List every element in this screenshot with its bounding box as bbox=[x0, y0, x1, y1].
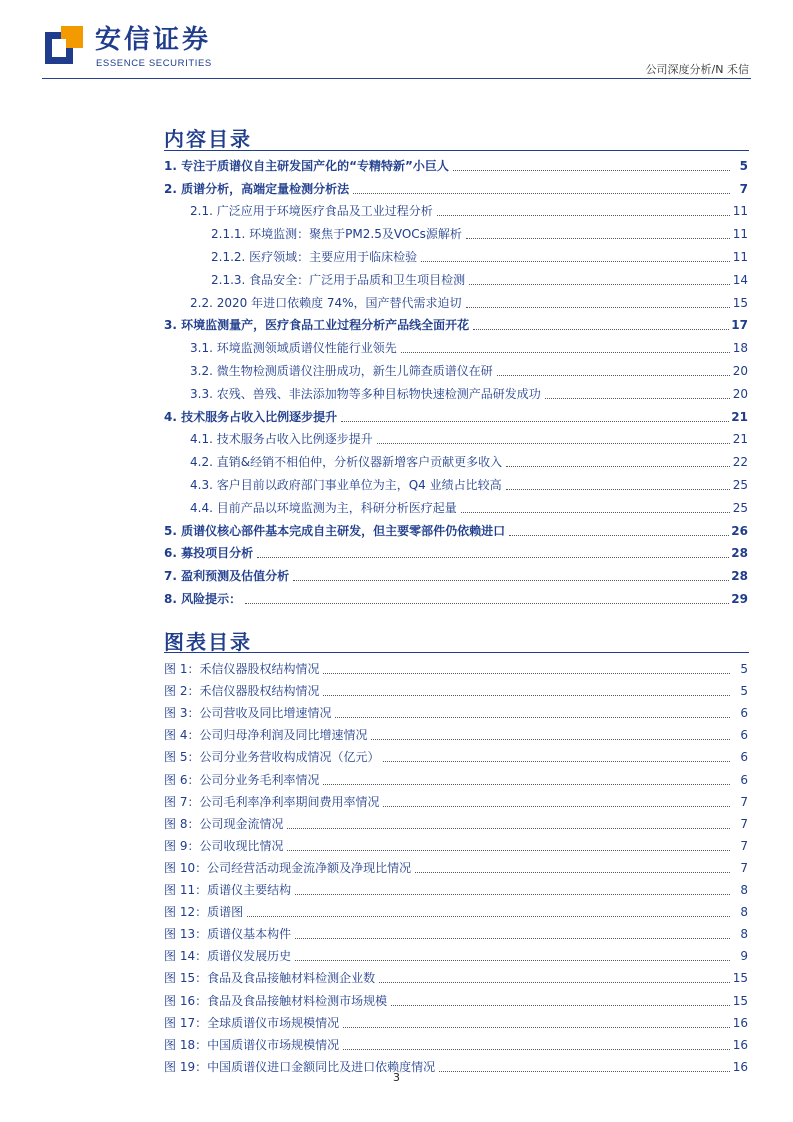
toc-entry-page: 21 bbox=[731, 409, 748, 424]
toc-entry-label: 2.1.2. 医疗领域：主要应用于临床检验 bbox=[211, 249, 418, 264]
toc-entry[interactable] bbox=[164, 584, 748, 607]
toc-entry-label: 3.1. 环境监测领域质谱仪性能行业领先 bbox=[190, 341, 397, 356]
toc-entry[interactable] bbox=[164, 333, 748, 356]
figure-entry-page: 9 bbox=[740, 949, 748, 964]
figure-entry[interactable] bbox=[164, 898, 748, 920]
figure-entry-page: 6 bbox=[740, 750, 748, 765]
figure-entry-page: 16 bbox=[732, 1059, 748, 1074]
leader-dots bbox=[509, 535, 729, 536]
toc-entry-label: 4.4. 目前产品以环境监测为主，科研分析医疗起量 bbox=[190, 500, 457, 515]
figure-list-title: 图表目录 bbox=[164, 630, 252, 654]
toc-entry-label: 1. 专注于质谱仪自主研发国产化的“专精特新”小巨人 bbox=[164, 158, 449, 173]
figure-entry-label: 图 18：中国质谱仪市场规模情况 bbox=[164, 1037, 340, 1052]
toc-entry-page: 11 bbox=[732, 227, 748, 242]
toc-entry[interactable] bbox=[164, 311, 748, 334]
figure-entry[interactable] bbox=[164, 765, 748, 787]
figure-entry[interactable] bbox=[164, 986, 748, 1008]
leader-dots bbox=[323, 695, 730, 696]
toc-entry[interactable] bbox=[164, 493, 748, 516]
toc-entry-label: 2. 质谱分析，高端定量检测分析法 bbox=[164, 181, 350, 196]
leader-dots bbox=[287, 850, 730, 851]
figure-entry-label: 图 17：全球质谱仪市场规模情况 bbox=[164, 1015, 340, 1030]
toc-entry-label: 2.2. 2020 年进口依赖度 74%，国产替代需求迫切 bbox=[190, 295, 462, 310]
figure-entry[interactable] bbox=[164, 942, 748, 964]
toc-entry[interactable] bbox=[164, 356, 748, 379]
leader-dots bbox=[245, 603, 729, 604]
figure-entry-label: 图 13：质谱仪基本构件 bbox=[164, 927, 292, 942]
figure-entry[interactable] bbox=[164, 721, 748, 743]
toc-entry-label: 4.1. 技术服务占收入比例逐步提升 bbox=[190, 432, 373, 447]
toc-entry-page: 14 bbox=[732, 272, 748, 287]
toc-entry[interactable] bbox=[164, 447, 748, 470]
toc-entry-label: 8. 风险提示： bbox=[164, 591, 242, 606]
brand-name-en: ESSENCE SECURITIES bbox=[96, 58, 212, 69]
toc-entry-page: 25 bbox=[732, 477, 748, 492]
figure-entry-label: 图 15：食品及食品接触材料检测企业数 bbox=[164, 971, 376, 986]
toc-entry[interactable] bbox=[164, 265, 748, 288]
toc-entry[interactable] bbox=[164, 561, 748, 584]
toc-entry-page: 29 bbox=[731, 591, 748, 606]
toc-entry-label: 3.2. 微生物检测质谱仪注册成功，新生儿筛查质谱仪在研 bbox=[190, 363, 493, 378]
leader-dots bbox=[343, 1027, 730, 1028]
toc-entry-label: 7. 盈利预测及估值分析 bbox=[164, 569, 290, 584]
toc-entry-page: 28 bbox=[731, 569, 748, 584]
figure-title-rule bbox=[164, 652, 749, 653]
figure-entry-label: 图 9：公司收现比情况 bbox=[164, 838, 284, 853]
figure-entry-label: 图 3：公司营收及同比增速情况 bbox=[164, 706, 332, 721]
figure-entry-label: 图 19：中国质谱仪进口金额同比及进口依赖度情况 bbox=[164, 1059, 436, 1074]
figure-entry[interactable] bbox=[164, 677, 748, 699]
figure-entry-label: 图 1：禾信仪器股权结构情况 bbox=[164, 662, 320, 677]
toc-entry[interactable] bbox=[164, 379, 748, 402]
toc-entry-page: 17 bbox=[731, 318, 748, 333]
figure-entry[interactable] bbox=[164, 876, 748, 898]
toc-entry[interactable] bbox=[164, 174, 748, 197]
leader-dots bbox=[371, 739, 730, 740]
document-type-tag: 公司深度分析/N 禾信 bbox=[645, 63, 749, 76]
leader-dots bbox=[453, 170, 730, 171]
essence-logo-icon bbox=[43, 24, 85, 66]
leader-dots bbox=[545, 398, 730, 399]
page-number: 3 bbox=[393, 1071, 400, 1084]
figure-entry-page: 5 bbox=[740, 662, 748, 677]
toc-entry-page: 22 bbox=[732, 455, 748, 470]
brand-name-cn: 安信证券 bbox=[95, 25, 212, 55]
figure-entry-page: 16 bbox=[732, 1037, 748, 1052]
toc-entry[interactable] bbox=[164, 197, 748, 220]
toc-entry[interactable] bbox=[164, 516, 748, 539]
leader-dots bbox=[287, 828, 730, 829]
leader-dots bbox=[506, 466, 730, 467]
leader-dots bbox=[383, 761, 730, 762]
leader-dots bbox=[473, 329, 729, 330]
figure-entry-page: 7 bbox=[740, 838, 748, 853]
toc-entry-page: 11 bbox=[732, 249, 748, 264]
page-header bbox=[0, 0, 793, 80]
toc-entry[interactable] bbox=[164, 242, 748, 265]
toc-entry-label: 2.1. 广泛应用于环境医疗食品及工业过程分析 bbox=[190, 204, 433, 219]
leader-dots bbox=[415, 872, 730, 873]
figure-entry-label: 图 10：公司经营活动现金流净额及净现比情况 bbox=[164, 860, 412, 875]
figure-entry-page: 8 bbox=[740, 927, 748, 942]
leader-dots bbox=[437, 215, 730, 216]
leader-dots bbox=[335, 717, 730, 718]
figure-entry-label: 图 11：质谱仪主要结构 bbox=[164, 883, 292, 898]
figure-entry-label: 图 8：公司现金流情况 bbox=[164, 816, 284, 831]
figure-entry[interactable] bbox=[164, 655, 748, 677]
figure-entry[interactable] bbox=[164, 743, 748, 765]
figure-entry[interactable] bbox=[164, 854, 748, 876]
leader-dots bbox=[295, 960, 730, 961]
toc-entry[interactable] bbox=[164, 151, 748, 174]
toc-entry-label: 6. 募投项目分析 bbox=[164, 546, 254, 561]
toc-entry-label: 4.2. 直销&经销不相伯仲，分析仪器新增客户贡献更多收入 bbox=[190, 455, 503, 470]
leader-dots bbox=[323, 673, 730, 674]
leader-dots bbox=[466, 238, 730, 239]
figure-entry-page: 8 bbox=[740, 883, 748, 898]
toc-entry-page: 21 bbox=[732, 432, 748, 447]
toc-entry[interactable] bbox=[164, 402, 748, 425]
leader-dots bbox=[401, 352, 730, 353]
toc-entry-page: 15 bbox=[732, 295, 748, 310]
figure-entry[interactable] bbox=[164, 964, 748, 986]
toc-entry-page: 26 bbox=[731, 523, 748, 538]
leader-dots bbox=[257, 557, 729, 558]
toc-entry[interactable] bbox=[164, 470, 748, 493]
figure-list bbox=[164, 655, 748, 1075]
leader-dots bbox=[383, 806, 730, 807]
figure-entry-page: 8 bbox=[740, 905, 748, 920]
figure-entry[interactable] bbox=[164, 810, 748, 832]
leader-dots bbox=[295, 938, 730, 939]
toc-entry-page: 18 bbox=[732, 341, 748, 356]
leader-dots bbox=[497, 375, 730, 376]
figure-entry[interactable] bbox=[164, 832, 748, 854]
toc-entry-page: 7 bbox=[739, 181, 748, 196]
toc-entry-page: 20 bbox=[732, 386, 748, 401]
toc-entry-label: 3.3. 农残、兽残、非法添加物等多种目标物快速检测产品研发成功 bbox=[190, 386, 541, 401]
table-of-contents bbox=[164, 151, 748, 607]
toc-entry[interactable] bbox=[164, 539, 748, 562]
figure-entry-page: 7 bbox=[740, 816, 748, 831]
toc-entry-page: 28 bbox=[731, 546, 748, 561]
figure-entry[interactable] bbox=[164, 1031, 748, 1053]
toc-entry-label: 3. 环境监测量产，医疗食品工业过程分析产品线全面开花 bbox=[164, 318, 470, 333]
leader-dots bbox=[461, 512, 730, 513]
leader-dots bbox=[341, 421, 729, 422]
toc-entry-page: 25 bbox=[732, 500, 748, 515]
figure-entry-label: 图 2：禾信仪器股权结构情况 bbox=[164, 684, 320, 699]
leader-dots bbox=[353, 193, 730, 194]
leader-dots bbox=[506, 489, 730, 490]
figure-entry-label: 图 16：食品及食品接触材料检测市场规模 bbox=[164, 993, 388, 1008]
figure-entry-page: 6 bbox=[740, 706, 748, 721]
toc-entry-label: 5. 质谱仪核心部件基本完成自主研发，但主要零部件仍依赖进口 bbox=[164, 523, 506, 538]
figure-entry-page: 7 bbox=[740, 860, 748, 875]
leader-dots bbox=[391, 1005, 730, 1006]
leader-dots bbox=[295, 894, 730, 895]
figure-entry-page: 16 bbox=[732, 1015, 748, 1030]
toc-entry[interactable] bbox=[164, 219, 748, 242]
toc-entry-label: 2.1.3. 食品安全：广泛用于品质和卫生项目检测 bbox=[211, 272, 466, 287]
leader-dots bbox=[379, 982, 730, 983]
leader-dots bbox=[469, 284, 730, 285]
header-divider bbox=[42, 78, 751, 79]
figure-entry-label: 图 14：质谱仪发展历史 bbox=[164, 949, 292, 964]
figure-entry[interactable] bbox=[164, 920, 748, 942]
toc-entry[interactable] bbox=[164, 288, 748, 311]
figure-entry-label: 图 12：质谱图 bbox=[164, 905, 244, 920]
figure-entry-page: 5 bbox=[740, 684, 748, 699]
leader-dots bbox=[293, 580, 729, 581]
figure-entry-label: 图 6：公司分业务毛利率情况 bbox=[164, 772, 320, 787]
figure-entry-page: 6 bbox=[740, 772, 748, 787]
figure-entry[interactable] bbox=[164, 699, 748, 721]
leader-dots bbox=[247, 916, 730, 917]
figure-entry[interactable] bbox=[164, 788, 748, 810]
figure-entry-label: 图 5：公司分业务营收构成情况（亿元） bbox=[164, 750, 380, 765]
leader-dots bbox=[377, 443, 730, 444]
toc-title: 内容目录 bbox=[164, 127, 252, 151]
figure-entry-page: 6 bbox=[740, 728, 748, 743]
toc-entry-page: 20 bbox=[732, 363, 748, 378]
figure-entry-page: 15 bbox=[732, 971, 748, 986]
figure-entry-page: 7 bbox=[740, 794, 748, 809]
figure-entry[interactable] bbox=[164, 1009, 748, 1031]
toc-entry-label: 4. 技术服务占收入比例逐步提升 bbox=[164, 409, 338, 424]
toc-entry-label: 2.1.1. 环境监测：聚焦于PM2.5及VOCs源解析 bbox=[211, 227, 462, 242]
figure-entry-page: 15 bbox=[732, 993, 748, 1008]
toc-entry-label: 4.3. 客户目前以政府部门事业单位为主，Q4 业绩占比较高 bbox=[190, 477, 502, 492]
figure-entry-label: 图 4：公司归母净利润及同比增速情况 bbox=[164, 728, 368, 743]
leader-dots bbox=[421, 261, 730, 262]
toc-entry[interactable] bbox=[164, 425, 748, 448]
leader-dots bbox=[343, 1049, 730, 1050]
leader-dots bbox=[466, 307, 730, 308]
toc-entry-page: 5 bbox=[739, 158, 748, 173]
leader-dots bbox=[323, 784, 730, 785]
toc-entry-page: 11 bbox=[732, 204, 748, 219]
figure-entry-label: 图 7：公司毛利率净利率期间费用率情况 bbox=[164, 794, 380, 809]
